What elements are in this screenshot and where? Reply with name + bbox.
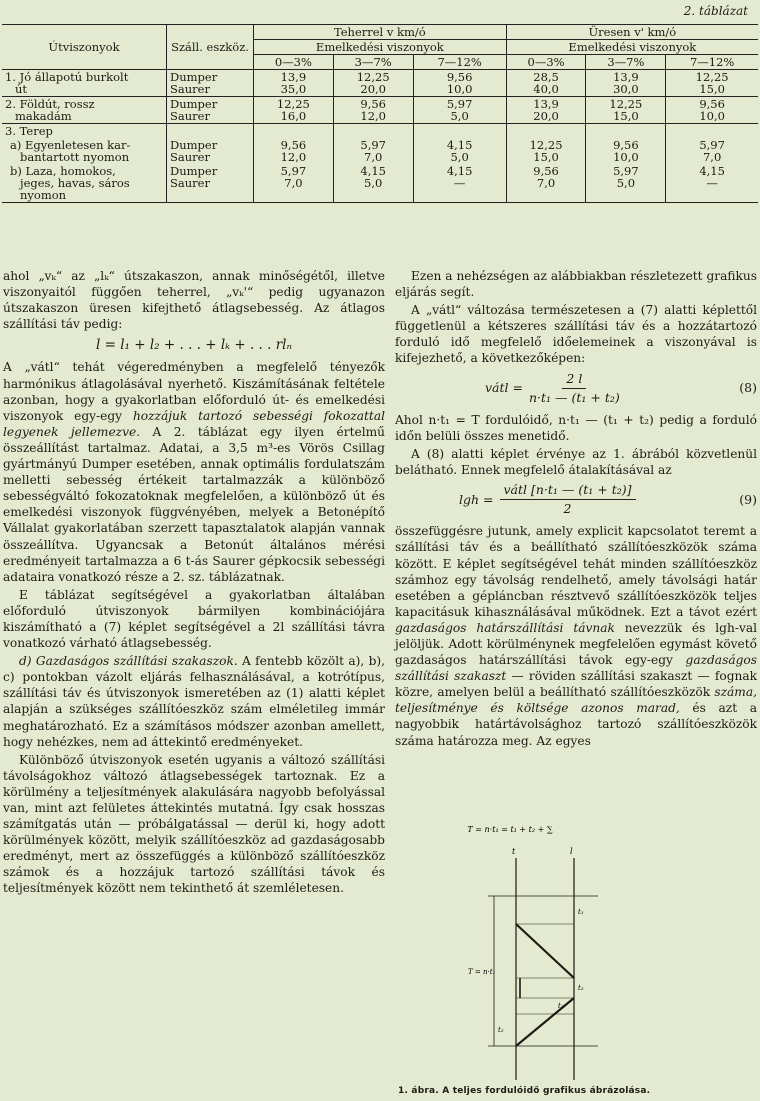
figure-caption: 1. ábra. A teljes fordulóidő grafikus ábrázolása. [398,1086,651,1096]
figure-diagram [398,818,638,1086]
equation-8: vátl = $\frac{2 l}{\text{n·t₁ — (t₁ + t₂)}}$ (8) [485,370,757,405]
speed-table [2,24,758,203]
vehicle-cell: Dumper Saurer [167,164,254,203]
value-cell: 5,97 7,0 [666,138,758,164]
paragraph: ahol „vₖ“ az „lₖ“ útszakaszon, annak minőségétől, illetve viszonyaitól függően teherrel, „vₖ'“ pedig ugyanazon útszakaszon üresen kifejthető átlagsebesség. Az átlagos szállítási táv pedig: [3,269,385,332]
value-cell: 5,97 7,0 [254,164,334,203]
paragraph: A (8) alatti képlet érvénye az 1. ábrából közvetlenül belátható. Ennek megfelelő átalakításával az [395,446,757,478]
figure-cycle-time [398,818,638,1086]
t2-label: t₂ [498,1026,504,1034]
value-cell: 5,97 5,0 [586,164,666,203]
value-cell: 13,9 35,0 [254,70,334,97]
value-cell: 13,9 30,0 [586,70,666,97]
header-grad-2: 3—7% [586,55,666,70]
paragraph: összefüggésre jutunk, amely explicit kapcsolatot teremt a szállítási táv és a beállítható szállítóeszközök száma között. E képlet segítségével tehát minden szállítóeszköz számhoz egy távolság rendelhető, amely távolsági határ esetében a gépláncban résztvevő szállítóeszközök teljes kapacitásuk kihasználásával működnek. Ezt a távot ezért gazdaságos határszállítási távnak nevezzük és lgh-val jelöljük. Adott körülménynek megfelelően egymást követő gazdaságos határszállítási távok egy-egy gazdaságos szállítási szakaszt — röviden szállítási szakaszt — fognak közre, amelyen belül a beállítható szállítóeszközök száma, teljesítménye és költsége azonos marad, és azt a nagyobbik határtávolsághoz tartozó szállítóeszközök száma határozza meg. Az egyes [395,524,757,748]
value-cell: 28,5 40,0 [506,70,586,97]
header-grad-3: 7—12% [413,55,506,70]
value-cell: 4,15 — [666,164,758,203]
header-grad-1: 0—3% [254,55,334,70]
route-cell: 1. Jó állapotú burkolt út [2,70,167,97]
value-cell [333,124,413,139]
t1-label: t₁ [578,908,584,916]
header-empty: Üresen v' km/ó [506,25,758,40]
route-cell: b) Laza, homokos, jeges, havas, sáros nyomon [2,164,167,203]
figure-top-label: T = n·t₁ = t₁ + t₂ + ∑ [467,825,553,834]
table-number: 2. táblázat [683,4,748,18]
value-cell: 12,25 15,0 [586,97,666,124]
value-cell [506,124,586,139]
formula-total-distance: l = l₁ + l₂ + . . . + lₖ + . . . rlₙ [96,337,292,354]
route-cell: 2. Földút, rossz makadám [2,97,167,124]
loaded-trip-line [516,924,574,978]
value-cell: 9,56 7,0 [506,164,586,203]
vehicle-cell: Dumper Saurer [167,138,254,164]
header-routes: Útviszonyok [2,25,167,70]
axis-t-label: t [512,847,516,856]
header-grad-1: 0—3% [506,55,586,70]
value-cell: 12,25 20,0 [333,70,413,97]
header-gradient-empty: Emelkedési viszonyok [506,40,758,55]
value-cell: 9,56 10,0 [666,97,758,124]
value-cell: 9,56 12,0 [254,138,334,164]
route-cell: a) Egyenletesen kar- bantartott nyomon [10,138,131,164]
value-cell [254,124,334,139]
equation-number: (8) [739,380,757,396]
vehicle-cell: Dumper Saurer [167,97,254,124]
cycle-time-label: T = n·t₁ [468,968,496,976]
value-cell [413,124,506,139]
vehicle-cell: Dumper Saurer [167,70,254,97]
value-cell: 12,25 15,0 [506,138,586,164]
value-cell [666,124,758,139]
paragraph: Különböző útviszonyok esetén ugyanis a változó szállítási távolságokhoz változó átlagsebességek tartoznak. Ez a körülmény a teljesítmények alakulására nagyobb befolyással van, mint azt felületes áttekintés mutatná. Így csak hosszas számítgatás után — próbálgatással — derül ki, hogy adott körülmények között, melyik szállítóeszköz ad gazdaságosabb eredményt, mert az összefüggés a különböző szállítóeszköz számok és a hozzájuk tartozó szállítási távok és teljesítmények között nem tekinthető át szemléletesen. [3,752,385,896]
text-column-left [3,268,385,897]
paragraph: d) Gazdaságos szállítási szakaszok. A fentebb közölt a), b), c) pontokban vázolt eljárás felhasználásával, a kotrótípus, szállítási táv és útviszonyok ismeretében az (1) alatti képlet alapján a szükséges szállítóeszköz szám elméletileg immár meghatározható. Ez a számításos módszer azonban amellett, hogy nehézkes, nem ad áttekintő eredményeket. [3,654,386,749]
value-cell: 9,56 12,0 [333,97,413,124]
vehicle-cell [167,124,254,139]
text-column-right [395,268,757,749]
table-row [2,164,758,203]
table-row [2,97,758,124]
paragraph: A „vátl“ tehát végeredményben a megfelelő tényezők harmónikus átlagolásával nyerhető. Kiszámításának feltétele azonban, hogy a gyakorlatban előforduló út- és emelkedési viszonyok egy-egy hozzájuk tartozó sebességi fokozattal legyenek jellemezve. A 2. táblázat egy ilyen értelmű összeállítást tartalmaz. Adatai, a 3,5 m³-es Vörös Csillag gyártmányú Dumper esetében, annak optimális fordulatszám melletti sebesség értékeit tartalmazzák a különböző sebességváltó fokozatoknak megfelelően, a különböző út és emelkedési viszonyok függvényében, melyek a Betonépítő Vállalat gyakorlatában szerzett tapasztalatok alapján vannak összeállítva. Ugyancsak a Betonút általános mérési eredményeit tartalmazza a 6 t-ás Saurer gépkocsik sebességi adataira vonatkozó része a 2. sz. táblázatnak. [3,360,386,584]
value-cell: 12,25 16,0 [254,97,334,124]
paragraph: Ahol n·t₁ = T fordulóidő, n·t₁ — (t₁ + t₂) pedig a forduló időn belüli összes menetidő. [395,412,757,443]
table-row [2,138,758,164]
route-cell: 3. Terep [5,124,53,138]
value-cell: 5,97 5,0 [413,97,506,124]
header-gradient-loaded: Emelkedési viszonyok [254,40,507,55]
equation-9: lgh = $\frac{\text{vátl [n·t₁ — (t₁ + t₂)]}}{2}$ (9) [459,482,757,517]
value-cell [586,124,666,139]
value-cell: 9,56 10,0 [586,138,666,164]
axis-l-label: l [570,847,573,856]
value-cell: 5,97 7,0 [333,138,413,164]
table-row [2,70,758,97]
paragraph: A „vátl“ változása természetesen a (7) alatti képlettől függetlenül a kétszeres szállítási táv és a hozzátartozó forduló idő megfelelő időelemeinek a viszonyával is kifejezhető, a következőképen: [395,303,757,366]
paragraph: Ezen a nehézségen az alábbiakban részletezett grafikus eljárás segít. [395,269,757,300]
header-vehicle: Száll. eszköz. [167,25,254,70]
t1-label: t₁ [558,1002,564,1010]
t2-label: t₂ [578,984,584,992]
header-loaded: Teherrel v km/ó [254,25,507,40]
value-cell: 12,25 15,0 [666,70,758,97]
value-cell: 9,56 10,0 [413,70,506,97]
value-cell: 13,9 20,0 [506,97,586,124]
value-cell: 4,15 — [413,164,506,203]
table-row [2,124,758,139]
value-cell: 4,15 5,0 [413,138,506,164]
header-grad-2: 3—7% [333,55,413,70]
paragraph: E táblázat segítségével a gyakorlatban általában előforduló útviszonyok bármilyen kombinációjára kiszámítható a (7) képlet segítségével a 2l szállítási távra vonatkozó várható átlagsebesség. [3,587,385,651]
header-grad-3: 7—12% [666,55,758,70]
value-cell: 4,15 5,0 [333,164,413,203]
equation-number: (9) [739,491,757,507]
empty-trip-line [516,998,574,1046]
table-body [2,70,758,203]
